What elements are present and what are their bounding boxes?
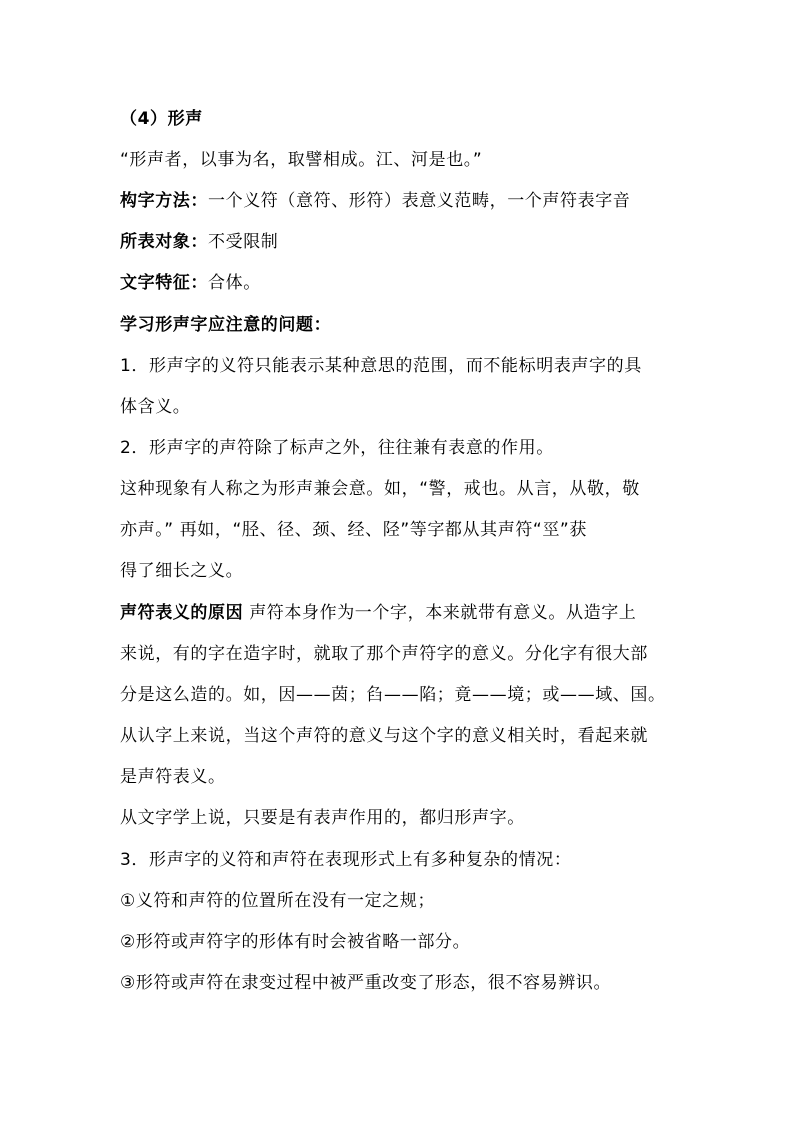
construction-method-label: 构字方法： <box>120 191 208 211</box>
represented-objects-text: 不受限制 <box>208 232 279 252</box>
represented-objects-label: 所表对象： <box>120 232 208 252</box>
issues-title: 学习形声字应注意的问题： <box>120 315 332 335</box>
reason-paragraph-line-2: 来说，有的字在造字时，就取了那个声符字的意义。分化字有很大部 <box>120 644 648 664</box>
point-3-sub-1: ①义符和声符的位置所在没有一定之规； <box>120 891 436 911</box>
represented-objects <box>120 230 680 254</box>
point-1-line-1: 1．形声字的义符只能表示某种意思的范围，而不能标明表声字的具 <box>120 356 642 376</box>
point-2-line-4: 得了细长之义。 <box>120 561 244 581</box>
definition-quote: “形声者，以事为名，取譬相成。江、河是也。” <box>120 150 483 170</box>
point-3-sub-3: ③形符或声符在隶变过程中被严重改变了形态，很不容易辨识。 <box>120 973 612 993</box>
point-3-sub-2: ②形符或声符字的形体有时会被省略一部分。 <box>120 932 471 952</box>
point-2-line-2: 这种现象有人称之为形声兼会意。如，“警，戒也。从言，从敬，敬 <box>120 479 640 499</box>
construction-method-text: 一个义符（意符、形符）表意义范畴，一个声符表字音 <box>208 191 631 211</box>
point-1-line-2: 体含义。 <box>120 397 191 417</box>
character-features <box>120 271 680 295</box>
point-2-line-3: 亦声。” 再如，“胫、径、颈、经、陉”等字都从其声符“巠”获 <box>120 520 587 540</box>
character-features-text: 合体。 <box>208 273 261 293</box>
reason-paragraph-line-5: 是声符表义。 <box>120 767 226 787</box>
conclusion: 从文字学上说，只要是有表声作用的，都归形声字。 <box>120 808 525 828</box>
point-3-line-1: 3．形声字的义符和声符在表现形式上有多种复杂的情况： <box>120 850 572 870</box>
reason-text: 声符本身作为一个字，本来就带有意义。从造字上 <box>243 603 637 623</box>
reason-paragraph-line-3: 分是这么造的。如，因——茵；臽——陷；竟——境；或——域、国。 <box>120 685 666 705</box>
point-2-line-1: 2．形声字的声符除了标声之外，往往兼有表意的作用。 <box>120 438 554 458</box>
reason-paragraph-line-4: 从认字上来说，当这个声符的意义与这个字的意义相关时，看起来就 <box>120 726 648 746</box>
construction-method <box>120 189 680 213</box>
reason-label: 声符表义的原因 <box>120 603 244 623</box>
section-heading: （4）形声 <box>120 109 203 129</box>
reason-paragraph-line-1 <box>120 601 680 625</box>
character-features-label: 文字特征： <box>120 273 208 293</box>
